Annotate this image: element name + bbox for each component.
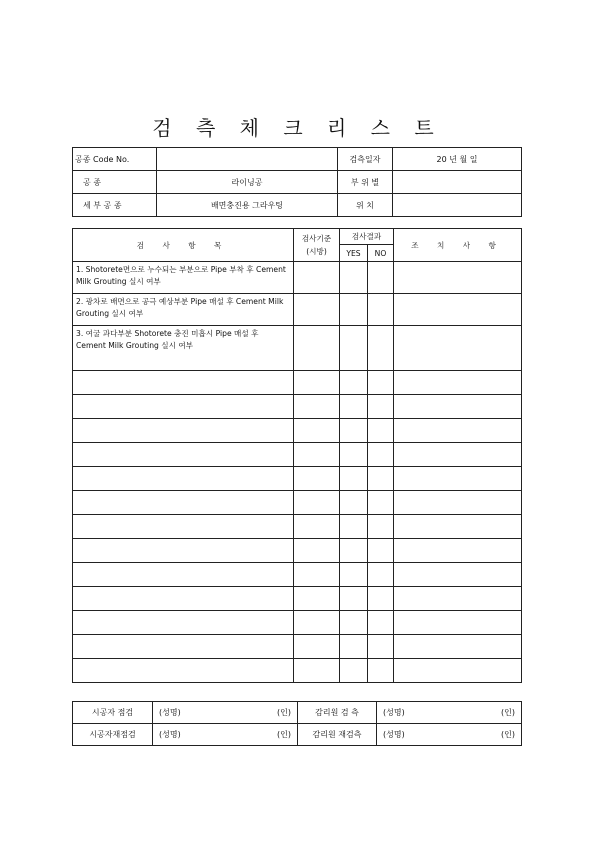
sign-row2-right-field[interactable]	[377, 724, 522, 746]
item-cell[interactable]	[73, 587, 294, 611]
sign-row1-right-field[interactable]	[377, 702, 522, 724]
date-value[interactable]: 20 년 월 일	[393, 148, 522, 171]
no-cell[interactable]	[368, 326, 394, 371]
name-hint: (성명)	[159, 730, 181, 739]
action-cell[interactable]	[394, 443, 522, 467]
checklist-empty-row	[73, 395, 522, 419]
criteria-cell[interactable]	[294, 262, 340, 294]
item-cell[interactable]	[73, 443, 294, 467]
header-result: 검사결과	[340, 229, 394, 245]
criteria-cell[interactable]	[294, 467, 340, 491]
name-hint: (성명)	[383, 708, 405, 717]
checklist-row	[73, 294, 522, 326]
yes-cell[interactable]	[340, 371, 368, 395]
criteria-cell[interactable]	[294, 371, 340, 395]
checklist-item-text: 1. Shotorete면으로 누수되는 부분으로 Pipe 부착 후 Cement Milk Grouting 실시 여부	[73, 262, 294, 294]
part-value[interactable]	[393, 171, 522, 194]
header-yes: YES	[340, 245, 368, 262]
header-criteria-line1: 검사기준	[301, 234, 332, 243]
action-cell[interactable]	[394, 467, 522, 491]
yes-cell[interactable]	[340, 262, 368, 294]
action-cell[interactable]	[394, 635, 522, 659]
no-cell[interactable]	[368, 467, 394, 491]
no-cell[interactable]	[368, 395, 394, 419]
yes-cell[interactable]	[340, 491, 368, 515]
header-action: 조 치 사 항	[394, 229, 522, 262]
item-cell[interactable]	[73, 539, 294, 563]
criteria-cell[interactable]	[294, 395, 340, 419]
seal-hint: (인)	[501, 708, 515, 717]
checklist-empty-row	[73, 371, 522, 395]
sign-table	[72, 701, 522, 746]
criteria-cell[interactable]	[294, 294, 340, 326]
sign-row2-right-label: 감리원 재검측	[298, 724, 377, 746]
sign-row1-left-field[interactable]	[153, 702, 298, 724]
criteria-cell[interactable]	[294, 635, 340, 659]
no-cell[interactable]	[368, 659, 394, 683]
checklist-empty-row	[73, 467, 522, 491]
date-label: 검측일자	[338, 148, 393, 171]
yes-cell[interactable]	[340, 395, 368, 419]
no-cell[interactable]	[368, 419, 394, 443]
no-cell[interactable]	[368, 515, 394, 539]
checklist-empty-row	[73, 635, 522, 659]
no-cell[interactable]	[368, 635, 394, 659]
checklist-empty-row	[73, 587, 522, 611]
yes-cell[interactable]	[340, 563, 368, 587]
detail-value[interactable]: 배면충진용 그라우팅	[157, 194, 338, 217]
part-label: 부 위 별	[338, 171, 393, 194]
sign-row1-right-label: 감리원 검 측	[298, 702, 377, 724]
no-cell[interactable]	[368, 587, 394, 611]
action-cell[interactable]	[394, 262, 522, 294]
checklist-empty-row	[73, 563, 522, 587]
header-criteria	[294, 229, 340, 262]
checklist-table	[72, 228, 522, 683]
yes-cell[interactable]	[340, 611, 368, 635]
item-cell[interactable]	[73, 515, 294, 539]
criteria-cell[interactable]	[294, 611, 340, 635]
header-no: NO	[368, 245, 394, 262]
no-cell[interactable]	[368, 371, 394, 395]
seal-hint: (인)	[501, 730, 515, 739]
header-item: 검 사 항 목	[73, 229, 294, 262]
item-cell[interactable]	[73, 491, 294, 515]
yes-cell[interactable]	[340, 539, 368, 563]
item-cell[interactable]	[73, 467, 294, 491]
checklist-empty-row	[73, 419, 522, 443]
criteria-cell[interactable]	[294, 326, 340, 371]
no-cell[interactable]	[368, 294, 394, 326]
action-cell[interactable]	[394, 371, 522, 395]
checklist-row	[73, 326, 522, 371]
action-cell[interactable]	[394, 539, 522, 563]
yes-cell[interactable]	[340, 515, 368, 539]
yes-cell[interactable]	[340, 659, 368, 683]
item-cell[interactable]	[73, 659, 294, 683]
item-cell[interactable]	[73, 563, 294, 587]
seal-hint: (인)	[277, 708, 291, 717]
action-cell[interactable]	[394, 659, 522, 683]
work-value[interactable]: 라이닝공	[157, 171, 338, 194]
criteria-cell[interactable]	[294, 515, 340, 539]
yes-cell[interactable]	[340, 294, 368, 326]
checklist-empty-row	[73, 443, 522, 467]
name-hint: (성명)	[159, 708, 181, 717]
criteria-cell[interactable]	[294, 491, 340, 515]
yes-cell[interactable]	[340, 326, 368, 371]
yes-cell[interactable]	[340, 419, 368, 443]
loc-label: 위 치	[338, 194, 393, 217]
checklist-empty-row	[73, 515, 522, 539]
criteria-cell[interactable]	[294, 659, 340, 683]
criteria-cell[interactable]	[294, 563, 340, 587]
criteria-cell[interactable]	[294, 587, 340, 611]
no-cell[interactable]	[368, 539, 394, 563]
sign-row2-left-label: 시공자재점검	[73, 724, 153, 746]
yes-cell[interactable]	[340, 587, 368, 611]
criteria-cell[interactable]	[294, 539, 340, 563]
checklist-row	[73, 262, 522, 294]
loc-value[interactable]	[393, 194, 522, 217]
checklist-item-text: 2. 광차로 배면으로 공극 예상부분 Pipe 매설 후 Cement Milk Grouting 실시 여부	[73, 294, 294, 326]
item-cell[interactable]	[73, 395, 294, 419]
criteria-cell[interactable]	[294, 419, 340, 443]
header-criteria-line2: (시방)	[306, 247, 327, 256]
action-cell[interactable]	[394, 587, 522, 611]
item-cell[interactable]	[73, 371, 294, 395]
seal-hint: (인)	[277, 730, 291, 739]
action-cell[interactable]	[394, 326, 522, 371]
yes-cell[interactable]	[340, 635, 368, 659]
code-value[interactable]	[157, 148, 338, 171]
no-cell[interactable]	[368, 262, 394, 294]
item-cell[interactable]	[73, 611, 294, 635]
checklist-empty-row	[73, 659, 522, 683]
action-cell[interactable]	[394, 611, 522, 635]
detail-label: 세 부 공 종	[73, 194, 157, 217]
action-cell[interactable]	[394, 491, 522, 515]
checklist-empty-row	[73, 491, 522, 515]
name-hint: (성명)	[383, 730, 405, 739]
sign-row1-left-label: 시공자 점검	[73, 702, 153, 724]
yes-cell[interactable]	[340, 443, 368, 467]
checklist-empty-row	[73, 611, 522, 635]
checklist-empty-row	[73, 539, 522, 563]
info-table	[72, 147, 522, 217]
action-cell[interactable]	[394, 294, 522, 326]
checklist-item-text: 3. 여굴 과다부분 Shotorete 충진 미흡시 Pipe 매설 후 Cement Milk Grouting 실시 여부	[73, 326, 294, 371]
no-cell[interactable]	[368, 563, 394, 587]
criteria-cell[interactable]	[294, 443, 340, 467]
action-cell[interactable]	[394, 419, 522, 443]
action-cell[interactable]	[394, 515, 522, 539]
action-cell[interactable]	[394, 563, 522, 587]
no-cell[interactable]	[368, 611, 394, 635]
item-cell[interactable]	[73, 419, 294, 443]
item-cell[interactable]	[73, 635, 294, 659]
code-label: 공종 Code No.	[73, 148, 157, 171]
page-title: 검 측 체 크 리 스 트	[152, 116, 443, 140]
checklist-body	[73, 262, 522, 683]
no-cell[interactable]	[368, 491, 394, 515]
no-cell[interactable]	[368, 443, 394, 467]
sign-row2-left-field[interactable]	[153, 724, 298, 746]
yes-cell[interactable]	[340, 467, 368, 491]
work-label: 공 종	[73, 171, 157, 194]
action-cell[interactable]	[394, 395, 522, 419]
